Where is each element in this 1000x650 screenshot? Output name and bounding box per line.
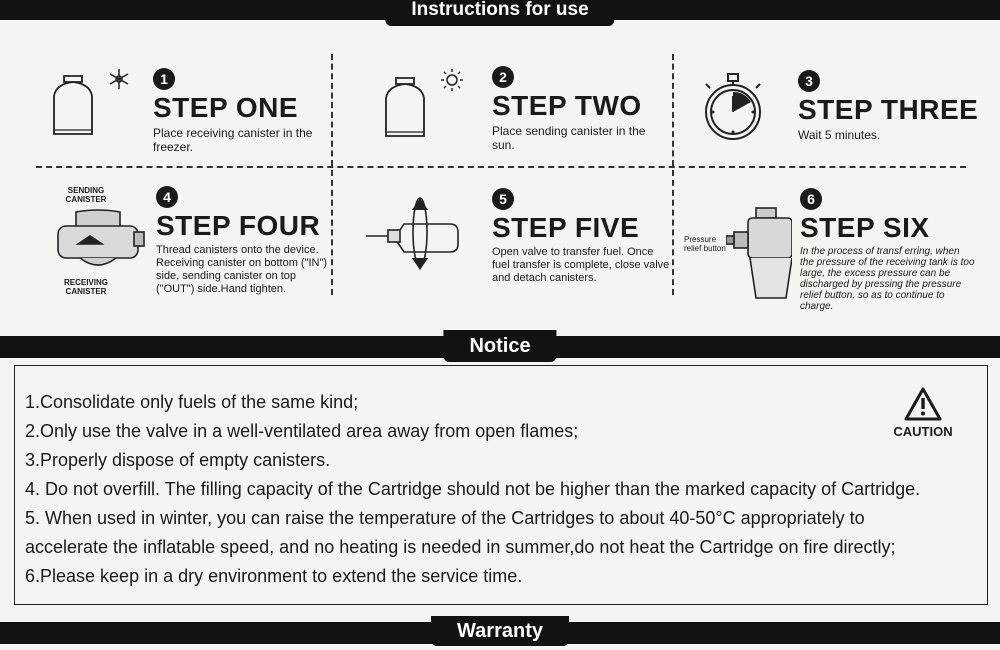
step-title: STEP ONE <box>153 92 299 123</box>
pressure-relief-label: Pressure relief button <box>684 235 726 253</box>
step-five <box>492 188 670 285</box>
instructions-title: Instructions for use <box>385 0 614 26</box>
divider-vertical <box>331 54 333 166</box>
warning-triangle-icon <box>883 386 963 422</box>
receiving-canister-label: RECEIVING CANISTER <box>63 278 108 296</box>
step-four <box>156 186 331 296</box>
step-description: Open valve to transfer fuel. Once fuel transfer is complete, close valve and detach canisters. <box>492 246 670 284</box>
stopwatch-icon <box>698 70 768 144</box>
canister-icon <box>378 74 438 140</box>
notice-item: accelerate the inflatable speed, and no heating is needed in summer,do not heat the Cartridge on fire directly; <box>25 537 896 557</box>
warranty-title: Warranty <box>431 616 569 646</box>
step-title: STEP TWO <box>492 90 642 121</box>
step-description: Place receiving canister in the freezer. <box>153 126 313 154</box>
caution-badge <box>883 386 963 439</box>
step-description: In the process of transf erring, when the pressure of the receiving tank is too large, the excess pressure can be discharged by pressing the pressure relief button, so as to continue to charge. <box>800 246 975 312</box>
step-title: STEP FOUR <box>156 210 321 241</box>
step-number: 5 <box>492 188 514 210</box>
step-two <box>492 66 667 152</box>
step-description: Wait 5 minutes. <box>798 128 881 142</box>
snowflake-icon <box>108 68 130 90</box>
notice-item: 6.Please keep in a dry environment to extend the service time. <box>25 566 523 586</box>
notice-item: 5. When used in winter, you can raise the temperature of the Cartridges to about 40-50°C appropriately to <box>25 508 865 528</box>
step-number: 6 <box>800 188 822 210</box>
step-six <box>800 188 976 312</box>
pressure-valve-icon <box>726 206 792 300</box>
notice-title: Notice <box>443 330 556 362</box>
step-number: 1 <box>153 68 175 90</box>
step-title: STEP THREE <box>798 94 979 125</box>
caution-label: CAUTION <box>893 424 953 439</box>
step-one <box>153 68 323 154</box>
notice-item: 4. Do not overfill. The filling capacity of the Cartridge should not be higher than the marked capacity of Cartridge. <box>25 479 921 499</box>
notice-item: 3.Properly dispose of empty canisters. <box>25 450 331 470</box>
step-title: STEP SIX <box>800 212 930 243</box>
canister-icon <box>46 72 106 138</box>
divider-horizontal <box>36 166 966 168</box>
step-title: STEP FIVE <box>492 212 640 243</box>
sending-canister-label: SENDING CANISTER <box>65 186 107 204</box>
notice-list <box>25 388 977 591</box>
step-description: Place sending canister in the sun. <box>492 124 646 152</box>
warranty-banner <box>0 614 1000 648</box>
divider-vertical <box>672 54 674 166</box>
step-number: 4 <box>156 186 178 208</box>
step-number: 3 <box>798 70 820 92</box>
instructions-banner <box>0 0 1000 28</box>
notice-item: 2.Only use the valve in a well-ventilated area away from open flames; <box>25 421 579 441</box>
divider-vertical <box>331 170 333 295</box>
notice-box <box>14 365 988 605</box>
notice-banner <box>0 328 1000 362</box>
valve-icon <box>360 186 464 282</box>
notice-item: 1.Consolidate only fuels of the same kind; <box>25 392 359 412</box>
divider-vertical <box>672 170 674 295</box>
step-three <box>798 70 978 142</box>
transfer-device-icon <box>50 208 146 276</box>
step-number: 2 <box>492 66 514 88</box>
sun-icon <box>440 68 464 92</box>
steps-grid <box>0 40 1000 325</box>
step-description: Thread canisters onto the device. Receiving canister on bottom ("IN") side, sending canister on top ("OUT") side.Hand tighten. <box>156 244 328 295</box>
